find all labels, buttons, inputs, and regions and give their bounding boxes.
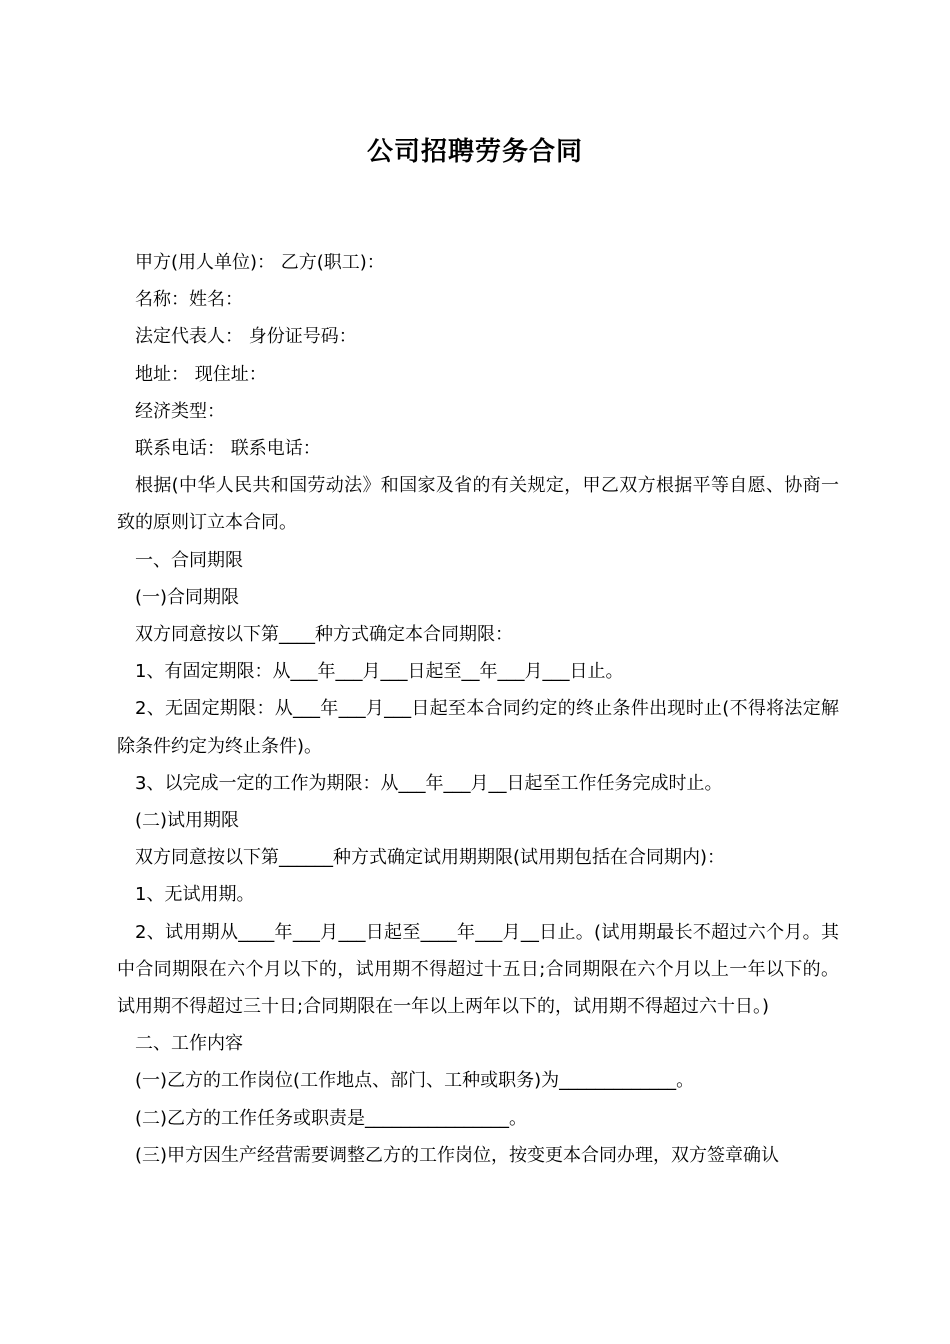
term-method-line: 双方同意按以下第____种方式确定本合同期限：: [135, 624, 513, 646]
work-duty-item: (二)乙方的工作任务或职责是________________。: [135, 1107, 528, 1129]
party-header-line: 甲方(用人单位)： 乙方(职工)：: [135, 252, 385, 273]
economic-type-line: 经济类型：: [135, 400, 225, 422]
work-position-item: (一)乙方的工作岗位(工作地点、部门、工种或职务)为_____________。: [135, 1070, 695, 1092]
task-term-item: 3、以完成一定的工作为期限：从___年___月__日起至工作任务完成时止。: [135, 772, 723, 794]
document-body: [117, 244, 839, 1174]
preamble-paragraph: 根据(中华人民共和国劳动法》和国家及省的有关规定，甲乙双方根据平等自愿、协商一致的原则订立本合同。: [117, 475, 839, 534]
section-heading-contract-term: 一、合同期限: [135, 549, 243, 571]
name-line: 名称：姓名：: [135, 289, 243, 311]
fixed-term-item: 1、有固定期限：从___年___月___日起至__年___月___日止。: [135, 661, 624, 683]
open-term-item: 2、无固定期限：从___年___月___日起至本合同约定的终止条件出现时止(不得将法定解除条件约定为终止条件)。: [117, 698, 839, 757]
document-title: 公司招聘劳务合同: [366, 137, 583, 167]
subsection-heading-probation: (二)试用期限: [135, 810, 240, 832]
probation-method-line: 双方同意按以下第______种方式确定试用期期限(试用期包括在合同期内)：: [135, 847, 726, 869]
position-adjustment-item: (三)甲方因生产经营需要调整乙方的工作岗位，按变更本合同办理，双方签章确认: [135, 1144, 780, 1166]
legal-representative-line: 法定代表人： 身份证号码：: [135, 326, 357, 348]
address-line: 地址： 现住址：: [135, 363, 267, 385]
probation-period-item: 2、试用期从____年___月___日起至____年___月__日止。(试用期最长不超过六个月。其中合同期限在六个月以下的，试用期不得超过十五日;合同期限在六个月以上一年以下的。试用期不得超过三十日;合同期限在一年以上两年以下的，试用期不得超过六十日。): [117, 921, 839, 1018]
phone-line: 联系电话： 联系电话：: [135, 438, 321, 460]
no-probation-item: 1、无试用期。: [135, 884, 255, 906]
section-heading-work-content: 二、工作内容: [135, 1033, 243, 1055]
subsection-heading-contract-term: (一)合同期限: [135, 586, 240, 608]
